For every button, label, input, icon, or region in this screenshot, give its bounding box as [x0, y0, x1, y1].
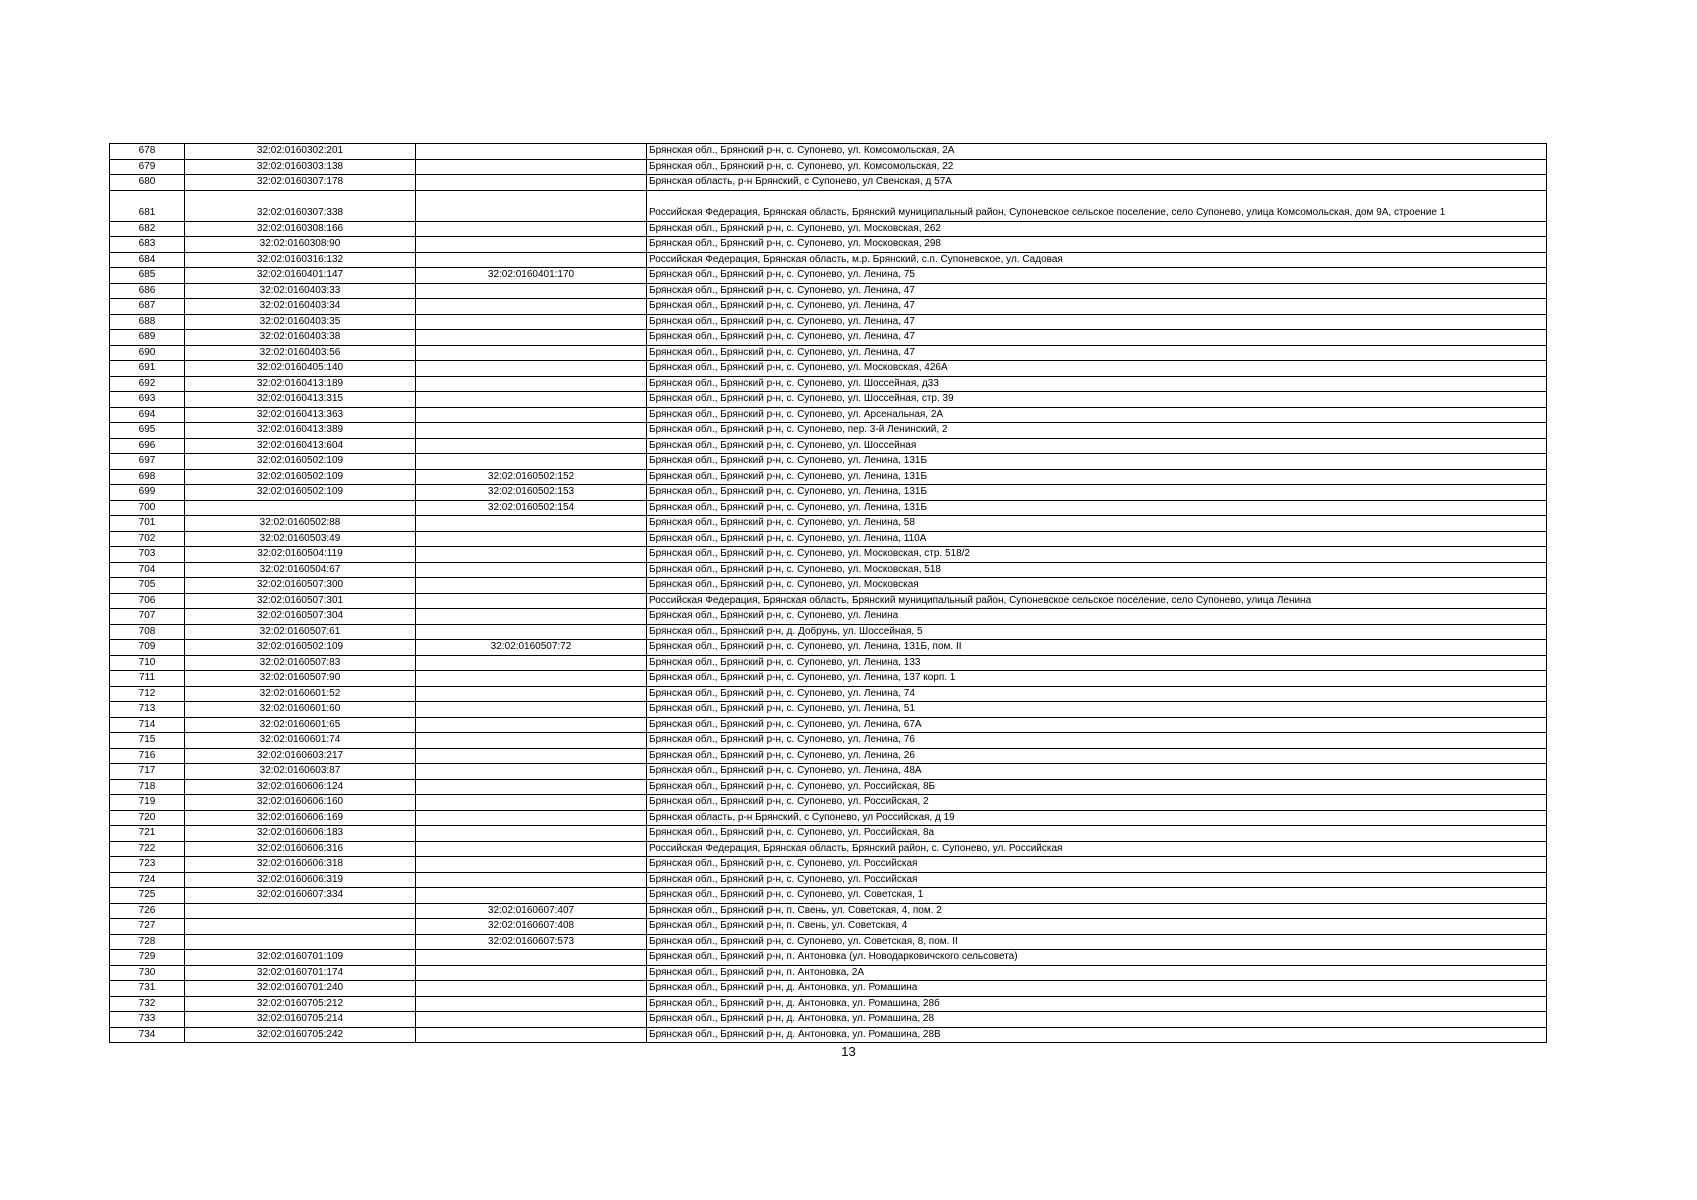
table-row	[110, 1027, 1547, 1043]
row-number-cell: 708	[110, 624, 185, 640]
cadastral-number-cell: 32:02:0160606:319	[185, 872, 416, 888]
registry-table-body	[110, 144, 1547, 1043]
cadastral-number-cell: 32:02:0160701:240	[185, 981, 416, 997]
address-cell: Брянская обл., Брянский р-н, с. Супонево, ул. Ленина, 48А	[647, 764, 1547, 780]
cadastral-number-cell: 32:02:0160606:316	[185, 841, 416, 857]
table-row	[110, 872, 1547, 888]
related-cadastral-cell	[416, 159, 647, 175]
address-cell: Брянская обл., Брянский р-н, с. Супонево, ул. Ленина, 47	[647, 330, 1547, 346]
table-row	[110, 547, 1547, 563]
table-row	[110, 888, 1547, 904]
row-number-cell: 723	[110, 857, 185, 873]
row-number-cell: 700	[110, 500, 185, 516]
table-row	[110, 252, 1547, 268]
row-number-cell: 718	[110, 779, 185, 795]
cadastral-number-cell: 32:02:0160307:178	[185, 175, 416, 191]
cadastral-number-cell: 32:02:0160601:52	[185, 686, 416, 702]
table-row	[110, 841, 1547, 857]
related-cadastral-cell: 32:02:0160502:153	[416, 485, 647, 501]
table-row	[110, 283, 1547, 299]
related-cadastral-cell	[416, 392, 647, 408]
address-cell: Брянская обл., Брянский р-н, д. Антоновка, ул. Ромашина, 28	[647, 1012, 1547, 1028]
related-cadastral-cell: 32:02:0160401:170	[416, 268, 647, 284]
table-row	[110, 438, 1547, 454]
related-cadastral-cell	[416, 221, 647, 237]
cadastral-number-cell: 32:02:0160705:242	[185, 1027, 416, 1043]
cadastral-number-cell: 32:02:0160303:138	[185, 159, 416, 175]
related-cadastral-cell	[416, 733, 647, 749]
table-row	[110, 376, 1547, 392]
row-number-cell: 683	[110, 237, 185, 253]
row-number-cell: 730	[110, 965, 185, 981]
row-number-cell: 697	[110, 454, 185, 470]
cadastral-number-cell: 32:02:0160507:304	[185, 609, 416, 625]
table-row	[110, 624, 1547, 640]
table-row	[110, 345, 1547, 361]
table-row	[110, 795, 1547, 811]
address-cell: Брянская обл., Брянский р-н, с. Супонево, ул. Шоссейная	[647, 438, 1547, 454]
related-cadastral-cell	[416, 593, 647, 609]
cadastral-number-cell: 32:02:0160403:33	[185, 283, 416, 299]
related-cadastral-cell	[416, 810, 647, 826]
row-number-cell: 685	[110, 268, 185, 284]
row-number-cell: 707	[110, 609, 185, 625]
cadastral-number-cell: 32:02:0160503:49	[185, 531, 416, 547]
registry-table	[109, 143, 1547, 1043]
cadastral-number-cell: 32:02:0160413:363	[185, 407, 416, 423]
address-cell: Брянская обл., Брянский р-н, с. Супонево, ул. Российская	[647, 857, 1547, 873]
row-number-cell: 727	[110, 919, 185, 935]
table-row	[110, 903, 1547, 919]
row-number-cell: 686	[110, 283, 185, 299]
address-cell: Брянская обл., Брянский р-н, с. Супонево, ул. Ленина, 67А	[647, 717, 1547, 733]
row-number-cell: 728	[110, 934, 185, 950]
related-cadastral-cell: 32:02:0160607:407	[416, 903, 647, 919]
address-cell: Брянская обл., Брянский р-н, с. Супонево, ул. Московская	[647, 578, 1547, 594]
related-cadastral-cell	[416, 562, 647, 578]
cadastral-number-cell: 32:02:0160307:338	[185, 190, 416, 221]
row-number-cell: 681	[110, 190, 185, 221]
row-number-cell: 729	[110, 950, 185, 966]
related-cadastral-cell	[416, 423, 647, 439]
row-number-cell: 726	[110, 903, 185, 919]
cadastral-number-cell: 32:02:0160507:300	[185, 578, 416, 594]
related-cadastral-cell: 32:02:0160607:408	[416, 919, 647, 935]
table-row	[110, 981, 1547, 997]
cadastral-number-cell: 32:02:0160705:214	[185, 1012, 416, 1028]
table-row	[110, 1012, 1547, 1028]
table-row	[110, 423, 1547, 439]
address-cell: Брянская обл., Брянский р-н, с. Супонево, ул. Ленина, 76	[647, 733, 1547, 749]
address-cell: Брянская обл., Брянский р-н, с. Супонево, ул. Комсомольская, 22	[647, 159, 1547, 175]
cadastral-number-cell: 32:02:0160316:132	[185, 252, 416, 268]
table-row	[110, 919, 1547, 935]
related-cadastral-cell	[416, 841, 647, 857]
cadastral-number-cell: 32:02:0160507:90	[185, 671, 416, 687]
row-number-cell: 710	[110, 655, 185, 671]
cadastral-number-cell: 32:02:0160507:61	[185, 624, 416, 640]
table-row	[110, 159, 1547, 175]
cadastral-number-cell: 32:02:0160502:109	[185, 485, 416, 501]
row-number-cell: 678	[110, 144, 185, 160]
row-number-cell: 720	[110, 810, 185, 826]
related-cadastral-cell: 32:02:0160607:573	[416, 934, 647, 950]
table-row	[110, 516, 1547, 532]
related-cadastral-cell	[416, 252, 647, 268]
address-cell: Российская Федерация, Брянская область, Брянский район, с. Супонево, ул. Российская	[647, 841, 1547, 857]
related-cadastral-cell	[416, 438, 647, 454]
cadastral-number-cell: 32:02:0160701:174	[185, 965, 416, 981]
table-row	[110, 640, 1547, 656]
row-number-cell: 702	[110, 531, 185, 547]
address-cell: Брянская обл., Брянский р-н, с. Супонево, ул. Ленина, 26	[647, 748, 1547, 764]
table-row	[110, 221, 1547, 237]
table-row	[110, 655, 1547, 671]
related-cadastral-cell	[416, 857, 647, 873]
address-cell: Российская Федерация, Брянская область, Брянский муниципальный район, Супоневское сельское поселение, село Супонево, улица Комсомольская, дом 9А, строение 1	[647, 190, 1547, 221]
address-cell: Брянская обл., Брянский р-н, с. Супонево, ул. Российская, 8Б	[647, 779, 1547, 795]
related-cadastral-cell	[416, 655, 647, 671]
related-cadastral-cell	[416, 175, 647, 191]
related-cadastral-cell	[416, 671, 647, 687]
address-cell: Брянская обл., Брянский р-н, с. Супонево, ул. Ленина, 133	[647, 655, 1547, 671]
address-cell: Брянская обл., Брянский р-н, с. Супонево, ул. Ленина, 58	[647, 516, 1547, 532]
table-row	[110, 578, 1547, 594]
table-row	[110, 779, 1547, 795]
related-cadastral-cell	[416, 578, 647, 594]
table-row	[110, 609, 1547, 625]
address-cell: Брянская обл., Брянский р-н, с. Супонево, ул. Советская, 8, пом. II	[647, 934, 1547, 950]
related-cadastral-cell	[416, 454, 647, 470]
address-cell: Брянская обл., Брянский р-н, с. Супонево, ул. Ленина, 47	[647, 283, 1547, 299]
cadastral-number-cell: 32:02:0160507:301	[185, 593, 416, 609]
table-row	[110, 950, 1547, 966]
cadastral-number-cell: 32:02:0160502:88	[185, 516, 416, 532]
related-cadastral-cell	[416, 764, 647, 780]
row-number-cell: 687	[110, 299, 185, 315]
address-cell: Брянская обл., Брянский р-н, с. Супонево, пер. 3-й Ленинский, 2	[647, 423, 1547, 439]
table-row	[110, 190, 1547, 221]
address-cell: Брянская обл., Брянский р-н, п. Антоновка, 2А	[647, 965, 1547, 981]
address-cell: Брянская обл., Брянский р-н, с. Супонево, ул. Ленина, 47	[647, 299, 1547, 315]
related-cadastral-cell	[416, 361, 647, 377]
row-number-cell: 716	[110, 748, 185, 764]
row-number-cell: 698	[110, 469, 185, 485]
row-number-cell: 732	[110, 996, 185, 1012]
related-cadastral-cell	[416, 609, 647, 625]
row-number-cell: 694	[110, 407, 185, 423]
row-number-cell: 714	[110, 717, 185, 733]
row-number-cell: 689	[110, 330, 185, 346]
cadastral-number-cell	[185, 919, 416, 935]
table-row	[110, 500, 1547, 516]
related-cadastral-cell: 32:02:0160507:72	[416, 640, 647, 656]
row-number-cell: 721	[110, 826, 185, 842]
table-row	[110, 671, 1547, 687]
cadastral-number-cell: 32:02:0160403:56	[185, 345, 416, 361]
row-number-cell: 719	[110, 795, 185, 811]
cadastral-number-cell: 32:02:0160606:160	[185, 795, 416, 811]
cadastral-number-cell: 32:02:0160507:83	[185, 655, 416, 671]
table-row	[110, 934, 1547, 950]
address-cell: Брянская обл., Брянский р-н, с. Супонево, ул. Ленина, 75	[647, 268, 1547, 284]
cadastral-number-cell: 32:02:0160606:318	[185, 857, 416, 873]
cadastral-number-cell: 32:02:0160413:604	[185, 438, 416, 454]
page-number: 13	[841, 1044, 856, 1059]
related-cadastral-cell	[416, 314, 647, 330]
row-number-cell: 717	[110, 764, 185, 780]
related-cadastral-cell	[416, 1027, 647, 1043]
table-row	[110, 810, 1547, 826]
row-number-cell: 679	[110, 159, 185, 175]
related-cadastral-cell	[416, 795, 647, 811]
cadastral-number-cell: 32:02:0160405:140	[185, 361, 416, 377]
address-cell: Брянская обл., Брянский р-н, с. Супонево, ул. Шоссейная, стр. 39	[647, 392, 1547, 408]
address-cell: Брянская обл., Брянский р-н, с. Супонево, ул. Ленина, 131Б	[647, 500, 1547, 516]
row-number-cell: 733	[110, 1012, 185, 1028]
cadastral-number-cell: 32:02:0160607:334	[185, 888, 416, 904]
address-cell: Брянская обл., Брянский р-н, с. Супонево, ул. Ленина, 47	[647, 345, 1547, 361]
address-cell: Брянская обл., Брянский р-н, с. Супонево, ул. Московская, 426А	[647, 361, 1547, 377]
address-cell: Брянская обл., Брянский р-н, с. Супонево, ул. Ленина, 137 корп. 1	[647, 671, 1547, 687]
address-cell: Брянская обл., Брянский р-н, п. Антоновка (ул. Новодарковичского сельсовета)	[647, 950, 1547, 966]
cadastral-number-cell: 32:02:0160606:124	[185, 779, 416, 795]
row-number-cell: 692	[110, 376, 185, 392]
cadastral-number-cell: 32:02:0160403:38	[185, 330, 416, 346]
address-cell: Брянская область, р-н Брянский, с Супонево, ул Свенская, д 57А	[647, 175, 1547, 191]
cadastral-number-cell: 32:02:0160504:67	[185, 562, 416, 578]
address-cell: Брянская обл., Брянский р-н, с. Супонево, ул. Ленина, 51	[647, 702, 1547, 718]
row-number-cell: 704	[110, 562, 185, 578]
address-cell: Брянская обл., Брянский р-н, д. Антоновка, ул. Ромашина	[647, 981, 1547, 997]
related-cadastral-cell	[416, 965, 647, 981]
row-number-cell: 724	[110, 872, 185, 888]
row-number-cell: 680	[110, 175, 185, 191]
address-cell: Брянская обл., Брянский р-н, с. Супонево, ул. Ленина, 131Б	[647, 454, 1547, 470]
row-number-cell: 722	[110, 841, 185, 857]
row-number-cell: 713	[110, 702, 185, 718]
related-cadastral-cell: 32:02:0160502:152	[416, 469, 647, 485]
table-row	[110, 454, 1547, 470]
address-cell: Брянская обл., Брянский р-н, с. Супонево, ул. Арсенальная, 2А	[647, 407, 1547, 423]
row-number-cell: 699	[110, 485, 185, 501]
cadastral-number-cell: 32:02:0160413:189	[185, 376, 416, 392]
cadastral-number-cell: 32:02:0160413:389	[185, 423, 416, 439]
related-cadastral-cell	[416, 748, 647, 764]
address-cell: Брянская обл., Брянский р-н, с. Супонево, ул. Советская, 1	[647, 888, 1547, 904]
table-row	[110, 392, 1547, 408]
table-row	[110, 717, 1547, 733]
address-cell: Брянская область, р-н Брянский, с Супонево, ул Российская, д 19	[647, 810, 1547, 826]
related-cadastral-cell	[416, 702, 647, 718]
row-number-cell: 712	[110, 686, 185, 702]
address-cell: Брянская обл., Брянский р-н, с. Супонево, ул. Ленина, 110А	[647, 531, 1547, 547]
related-cadastral-cell	[416, 407, 647, 423]
cadastral-number-cell: 32:02:0160413:315	[185, 392, 416, 408]
related-cadastral-cell	[416, 345, 647, 361]
related-cadastral-cell	[416, 624, 647, 640]
address-cell: Брянская обл., Брянский р-н, с. Супонево, ул. Московская, 262	[647, 221, 1547, 237]
row-number-cell: 731	[110, 981, 185, 997]
cadastral-number-cell: 32:02:0160403:34	[185, 299, 416, 315]
related-cadastral-cell	[416, 779, 647, 795]
table-row	[110, 268, 1547, 284]
cadastral-number-cell: 32:02:0160606:183	[185, 826, 416, 842]
related-cadastral-cell	[416, 190, 647, 221]
table-row	[110, 702, 1547, 718]
cadastral-number-cell: 32:02:0160403:35	[185, 314, 416, 330]
row-number-cell: 695	[110, 423, 185, 439]
cadastral-number-cell: 32:02:0160308:166	[185, 221, 416, 237]
address-cell: Брянская обл., Брянский р-н, с. Супонево, ул. Комсомольская, 2А	[647, 144, 1547, 160]
address-cell: Брянская обл., Брянский р-н, с. Супонево, ул. Ленина	[647, 609, 1547, 625]
related-cadastral-cell: 32:02:0160502:154	[416, 500, 647, 516]
related-cadastral-cell	[416, 686, 647, 702]
address-cell: Брянская обл., Брянский р-н, д. Антоновка, ул. Ромашина, 28б	[647, 996, 1547, 1012]
row-number-cell: 693	[110, 392, 185, 408]
table-row	[110, 686, 1547, 702]
row-number-cell: 691	[110, 361, 185, 377]
related-cadastral-cell	[416, 981, 647, 997]
table-row	[110, 748, 1547, 764]
row-number-cell: 734	[110, 1027, 185, 1043]
address-cell: Брянская обл., Брянский р-н, с. Супонево, ул. Московская, стр. 518/2	[647, 547, 1547, 563]
cadastral-number-cell: 32:02:0160401:147	[185, 268, 416, 284]
table-row	[110, 485, 1547, 501]
cadastral-number-cell: 32:02:0160601:60	[185, 702, 416, 718]
row-number-cell: 703	[110, 547, 185, 563]
related-cadastral-cell	[416, 950, 647, 966]
related-cadastral-cell	[416, 330, 647, 346]
related-cadastral-cell	[416, 516, 647, 532]
related-cadastral-cell	[416, 717, 647, 733]
row-number-cell: 725	[110, 888, 185, 904]
address-cell: Брянская обл., Брянский р-н, с. Супонево, ул. Ленина, 131Б	[647, 485, 1547, 501]
address-cell: Брянская обл., Брянский р-н, с. Супонево, ул. Московская, 298	[647, 237, 1547, 253]
table-row	[110, 175, 1547, 191]
related-cadastral-cell	[416, 376, 647, 392]
address-cell: Брянская обл., Брянский р-н, с. Супонево, ул. Российская, 2	[647, 795, 1547, 811]
address-cell: Брянская обл., Брянский р-н, с. Супонево, ул. Российская	[647, 872, 1547, 888]
row-number-cell: 701	[110, 516, 185, 532]
row-number-cell: 684	[110, 252, 185, 268]
cadastral-number-cell: 32:02:0160502:109	[185, 469, 416, 485]
cadastral-number-cell	[185, 500, 416, 516]
cadastral-number-cell: 32:02:0160705:212	[185, 996, 416, 1012]
related-cadastral-cell	[416, 826, 647, 842]
related-cadastral-cell	[416, 996, 647, 1012]
address-cell: Брянская обл., Брянский р-н, с. Супонево, ул. Ленина, 47	[647, 314, 1547, 330]
related-cadastral-cell	[416, 299, 647, 315]
table-row	[110, 299, 1547, 315]
address-cell: Брянская обл., Брянский р-н, с. Супонево, ул. Российская, 8а	[647, 826, 1547, 842]
cadastral-number-cell: 32:02:0160601:74	[185, 733, 416, 749]
table-row	[110, 407, 1547, 423]
row-number-cell: 715	[110, 733, 185, 749]
table-row	[110, 144, 1547, 160]
address-cell: Брянская обл., Брянский р-н, с. Супонево, ул. Московская, 518	[647, 562, 1547, 578]
related-cadastral-cell	[416, 547, 647, 563]
table-row	[110, 764, 1547, 780]
row-number-cell: 690	[110, 345, 185, 361]
table-row	[110, 562, 1547, 578]
row-number-cell: 682	[110, 221, 185, 237]
related-cadastral-cell	[416, 531, 647, 547]
cadastral-number-cell: 32:02:0160502:109	[185, 640, 416, 656]
cadastral-number-cell: 32:02:0160603:87	[185, 764, 416, 780]
table-row	[110, 857, 1547, 873]
row-number-cell: 709	[110, 640, 185, 656]
related-cadastral-cell	[416, 1012, 647, 1028]
address-cell: Брянская обл., Брянский р-н, д. Добрунь, ул. Шоссейная, 5	[647, 624, 1547, 640]
address-cell: Брянская обл., Брянский р-н, д. Антоновка, ул. Ромашина, 28В	[647, 1027, 1547, 1043]
related-cadastral-cell	[416, 872, 647, 888]
table-row	[110, 469, 1547, 485]
address-cell: Российская Федерация, Брянская область, м.р. Брянский, с.п. Супоневское, ул. Садовая	[647, 252, 1547, 268]
address-cell: Брянская обл., Брянский р-н, п. Свень, ул. Советская, 4	[647, 919, 1547, 935]
table-row	[110, 593, 1547, 609]
address-cell: Брянская обл., Брянский р-н, с. Супонево, ул. Шоссейная, д33	[647, 376, 1547, 392]
row-number-cell: 688	[110, 314, 185, 330]
cadastral-number-cell: 32:02:0160504:119	[185, 547, 416, 563]
table-row	[110, 330, 1547, 346]
table-row	[110, 531, 1547, 547]
address-cell: Брянская обл., Брянский р-н, с. Супонево, ул. Ленина, 131Б, пом. II	[647, 640, 1547, 656]
cadastral-number-cell	[185, 903, 416, 919]
table-row	[110, 965, 1547, 981]
table-row	[110, 237, 1547, 253]
related-cadastral-cell	[416, 283, 647, 299]
table-row	[110, 733, 1547, 749]
cadastral-number-cell: 32:02:0160606:169	[185, 810, 416, 826]
cadastral-number-cell: 32:02:0160302:201	[185, 144, 416, 160]
row-number-cell: 696	[110, 438, 185, 454]
cadastral-number-cell: 32:02:0160601:65	[185, 717, 416, 733]
address-cell: Брянская обл., Брянский р-н, с. Супонево, ул. Ленина, 131Б	[647, 469, 1547, 485]
table-row	[110, 361, 1547, 377]
cadastral-number-cell	[185, 934, 416, 950]
table-row	[110, 826, 1547, 842]
row-number-cell: 705	[110, 578, 185, 594]
address-cell: Российская Федерация, Брянская область, Брянский муниципальный район, Супоневское сельское поселение, село Супонево, улица Ленина	[647, 593, 1547, 609]
cadastral-number-cell: 32:02:0160502:109	[185, 454, 416, 470]
address-cell: Брянская обл., Брянский р-н, с. Супонево, ул. Ленина, 74	[647, 686, 1547, 702]
related-cadastral-cell	[416, 237, 647, 253]
table-row	[110, 996, 1547, 1012]
row-number-cell: 711	[110, 671, 185, 687]
cadastral-number-cell: 32:02:0160603:217	[185, 748, 416, 764]
table-row	[110, 314, 1547, 330]
cadastral-number-cell: 32:02:0160701:109	[185, 950, 416, 966]
related-cadastral-cell	[416, 144, 647, 160]
cadastral-number-cell: 32:02:0160308:90	[185, 237, 416, 253]
row-number-cell: 706	[110, 593, 185, 609]
related-cadastral-cell	[416, 888, 647, 904]
address-cell: Брянская обл., Брянский р-н, п. Свень, ул. Советская, 4, пом. 2	[647, 903, 1547, 919]
